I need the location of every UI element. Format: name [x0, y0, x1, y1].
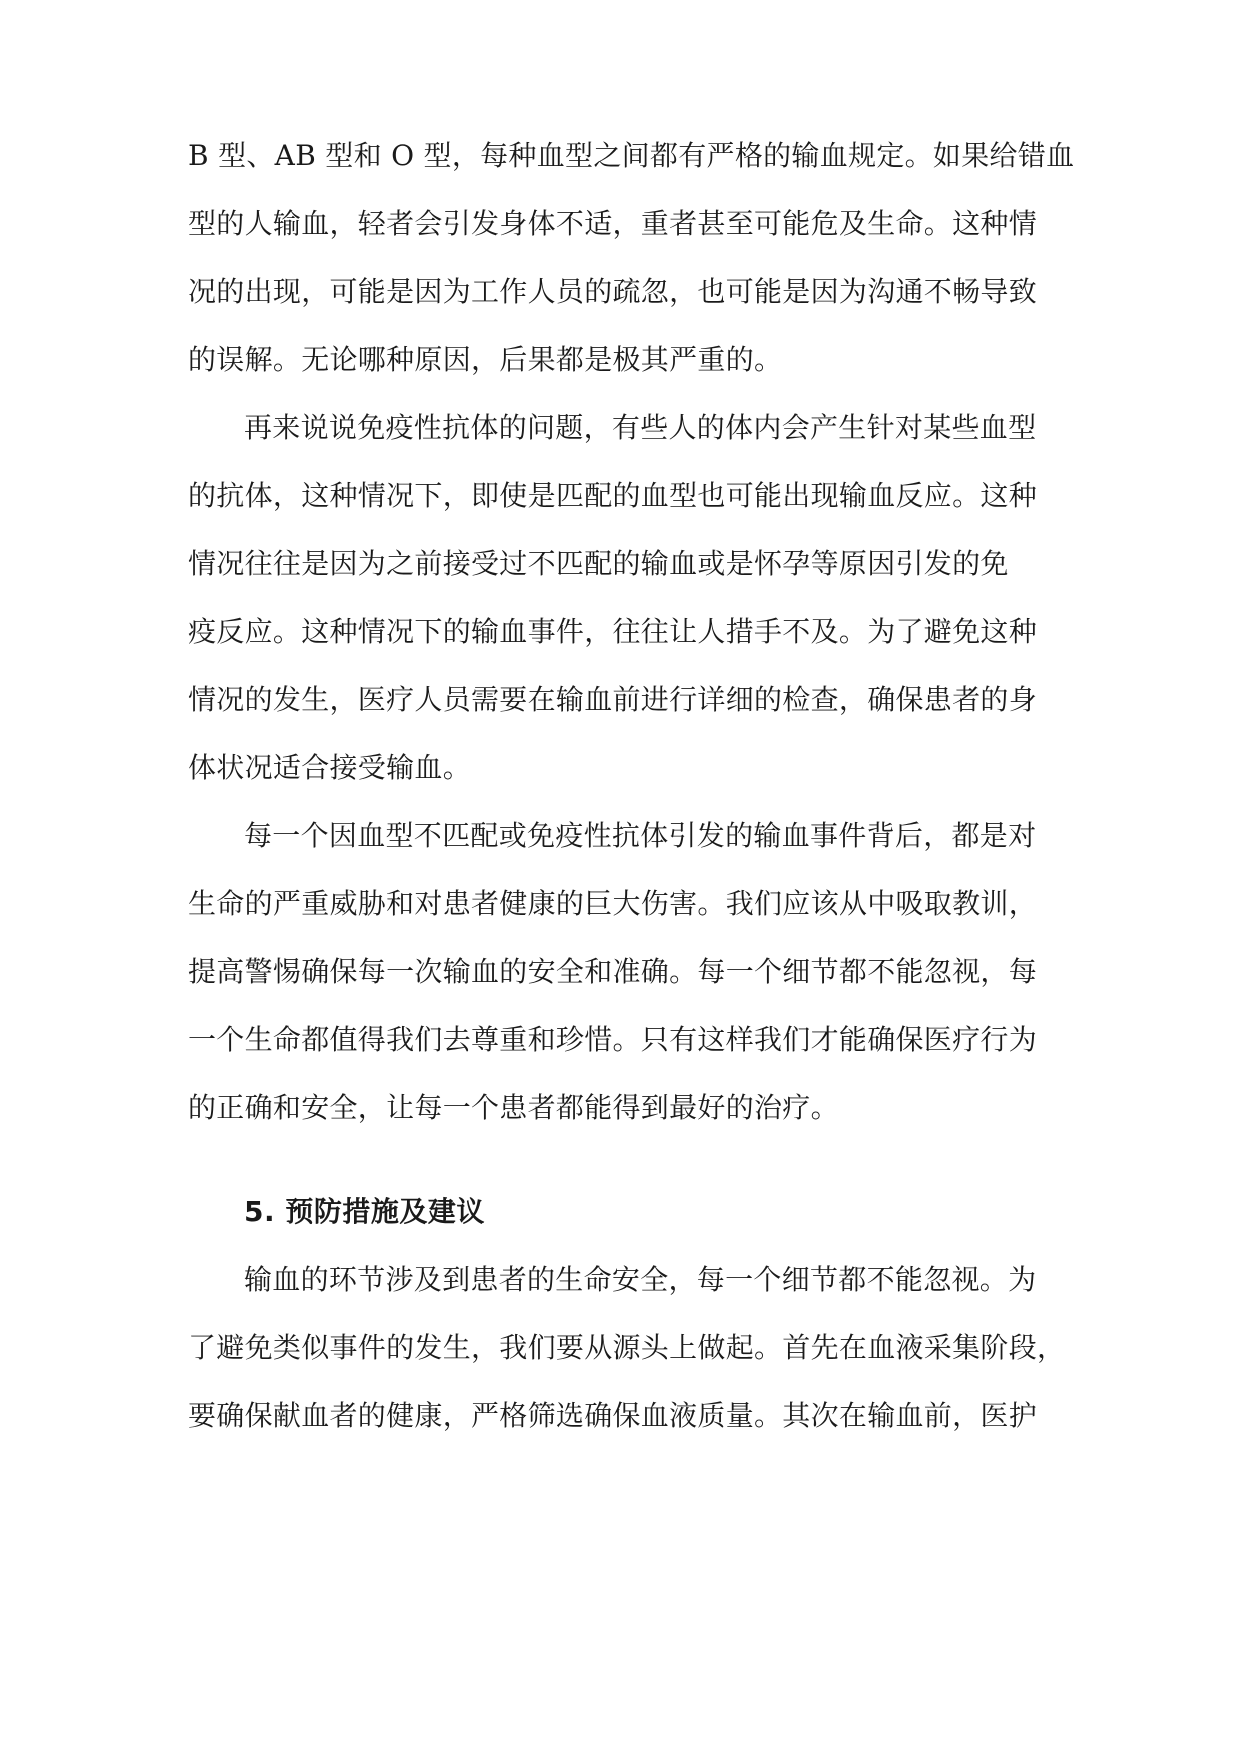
paragraph-1-line-3: 况的出现，可能是因为工作人员的疏忽，也可能是因为沟通不畅导致	[188, 275, 1038, 308]
paragraph-2-line-2: 的抗体，这种情况下，即使是匹配的血型也可能出现输血反应。这种	[188, 479, 1038, 512]
paragraph-3-line-2: 生命的严重威胁和对患者健康的巨大伤害。我们应该从中吸取教训，	[188, 887, 1038, 920]
section-heading: 5. 预防措施及建议	[244, 1195, 485, 1228]
paragraph-3-line-4: 一个生命都值得我们去尊重和珍惜。只有这样我们才能确保医疗行为	[188, 1023, 1038, 1056]
paragraph-2-line-1: 再来说说免疫性抗体的问题，有些人的体内会产生针对某些血型	[244, 411, 1037, 444]
paragraph-3-line-1: 每一个因血型不匹配或免疫性抗体引发的输血事件背后，都是对	[244, 819, 1037, 852]
paragraph-3-line-3: 提高警惕确保每一次输血的安全和准确。每一个细节都不能忽视，每	[188, 955, 1038, 988]
section-paragraph-line-2: 了避免类似事件的发生，我们要从源头上做起。首先在血液采集阶段，	[188, 1331, 1066, 1364]
paragraph-1-line-1: B 型、AB 型和 O 型，每种血型之间都有严格的输血规定。如果给错血	[188, 139, 1075, 172]
paragraph-1-line-4: 的误解。无论哪种原因，后果都是极其严重的。	[188, 343, 783, 376]
paragraph-3-line-5: 的正确和安全，让每一个患者都能得到最好的治疗。	[188, 1091, 839, 1124]
section-paragraph-line-3: 要确保献血者的健康，严格筛选确保血液质量。其次在输血前，医护	[188, 1399, 1038, 1432]
paragraph-2-line-3: 情况往往是因为之前接受过不匹配的输血或是怀孕等原因引发的免	[188, 547, 1009, 580]
paragraph-2-line-5: 情况的发生，医疗人员需要在输血前进行详细的检查，确保患者的身	[188, 683, 1038, 716]
paragraph-1-line-2: 型的人输血，轻者会引发身体不适，重者甚至可能危及生命。这种情	[188, 207, 1038, 240]
section-paragraph-line-1: 输血的环节涉及到患者的生命安全，每一个细节都不能忽视。为	[244, 1263, 1037, 1296]
paragraph-2-line-6: 体状况适合接受输血。	[188, 751, 472, 784]
paragraph-2-line-4: 疫反应。这种情况下的输血事件，往往让人措手不及。为了避免这种	[188, 615, 1038, 648]
